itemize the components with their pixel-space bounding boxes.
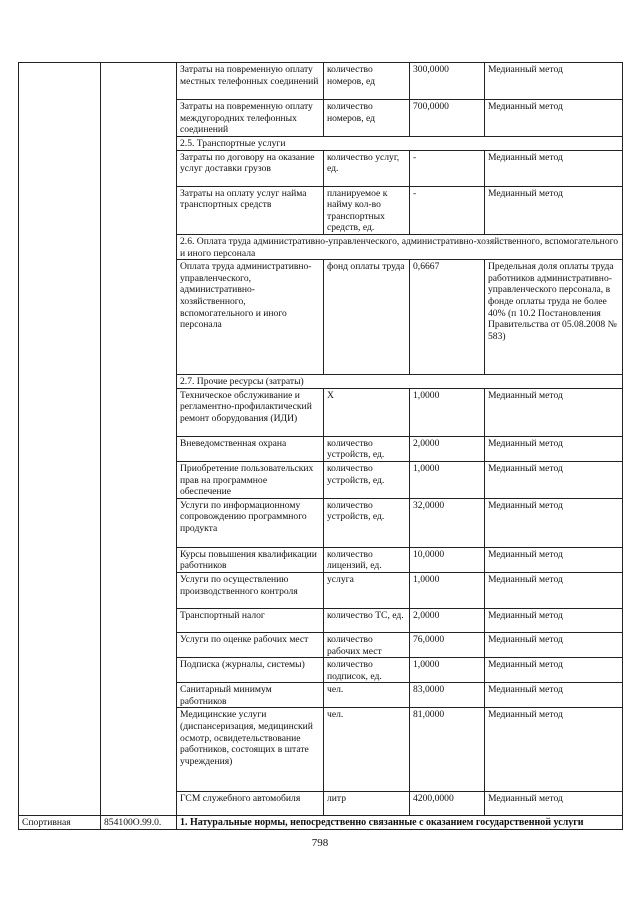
item-name: Затраты на повременную оплату местных телефонных соединений bbox=[177, 63, 324, 100]
item-method: Медианный метод bbox=[485, 632, 623, 657]
item-unit: Х bbox=[324, 388, 410, 436]
item-value: 10,0000 bbox=[410, 547, 485, 572]
item-unit: количество рабочих мест bbox=[324, 632, 410, 657]
item-name: Санитарный минимум работников bbox=[177, 683, 324, 708]
item-method: Медианный метод bbox=[485, 186, 623, 234]
item-value: 300,0000 bbox=[410, 63, 485, 100]
item-unit: количество устройств, ед. bbox=[324, 436, 410, 461]
norms-table bbox=[18, 62, 623, 830]
item-unit: литр bbox=[324, 792, 410, 816]
item-value: 1,0000 bbox=[410, 658, 485, 683]
item-unit: чел. bbox=[324, 683, 410, 708]
item-method: Медианный метод bbox=[485, 547, 623, 572]
item-value: 32,0000 bbox=[410, 498, 485, 547]
item-value: 0,6667 bbox=[410, 260, 485, 375]
item-method: Медианный метод bbox=[485, 658, 623, 683]
item-method: Медианный метод bbox=[485, 388, 623, 436]
item-method: Медианный метод bbox=[485, 498, 623, 547]
item-name: Затраты на оплату услуг найма транспортных средств bbox=[177, 186, 324, 234]
section-heading: 2.5. Транспортные услуги bbox=[177, 137, 623, 151]
item-method: Медианный метод bbox=[485, 683, 623, 708]
natural-norms-heading: 1. Натуральные нормы, непосредственно связанные с оказанием государственной услуги bbox=[177, 816, 623, 830]
item-value: 1,0000 bbox=[410, 388, 485, 436]
service-row bbox=[19, 816, 623, 830]
item-name: Затраты по договору на оказание услуг доставки грузов bbox=[177, 150, 324, 186]
item-method: Медианный метод bbox=[485, 63, 623, 100]
item-method: Медианный метод bbox=[485, 100, 623, 137]
item-value: 1,0000 bbox=[410, 572, 485, 608]
item-value: 83,0000 bbox=[410, 683, 485, 708]
item-unit: количество устройств, ед. bbox=[324, 461, 410, 498]
section-heading: 2.7. Прочие ресурсы (затраты) bbox=[177, 375, 623, 389]
item-method: Медианный метод bbox=[485, 608, 623, 632]
item-method: Медианный метод bbox=[485, 572, 623, 608]
item-name: Курсы повышения квалификации работников bbox=[177, 547, 324, 572]
page-number: 798 bbox=[311, 837, 329, 849]
item-value: 1,0000 bbox=[410, 461, 485, 498]
item-name: Оплата труда административно-управленческого, административно-хозяйственного, вспомогательного и иного персонала bbox=[177, 260, 324, 375]
item-value: 81,0000 bbox=[410, 708, 485, 792]
item-name: Подписка (журналы, системы) bbox=[177, 658, 324, 683]
item-method: Медианный метод bbox=[485, 792, 623, 816]
blank-cell-1 bbox=[19, 63, 101, 816]
item-name: Услуги по оценке рабочих мест bbox=[177, 632, 324, 657]
item-unit: услуга bbox=[324, 572, 410, 608]
blank-cell-2 bbox=[101, 63, 177, 816]
item-name: Вневедомственная охрана bbox=[177, 436, 324, 461]
table-row bbox=[19, 63, 623, 100]
item-value: - bbox=[410, 150, 485, 186]
item-name: Услуги по осуществлению производственного контроля bbox=[177, 572, 324, 608]
item-method: Медианный метод bbox=[485, 150, 623, 186]
item-method: Предельная доля оплаты труда работников административно-управленческого персонала, в фонде оплаты труда не более 40% (п 10.2 Постановления Правительства от 05.08.2008 № 583) bbox=[485, 260, 623, 375]
item-unit: количество устройств, ед. bbox=[324, 498, 410, 547]
item-name: Приобретение пользовательских прав на программное обеспечение bbox=[177, 461, 324, 498]
item-method: Медианный метод bbox=[485, 436, 623, 461]
item-value: 2,0000 bbox=[410, 436, 485, 461]
item-value: 76,0000 bbox=[410, 632, 485, 657]
item-value: - bbox=[410, 186, 485, 234]
item-name: Транспортный налог bbox=[177, 608, 324, 632]
item-name: Техническое обслуживание и регламентно-профилактический ремонт оборудования (ИДИ) bbox=[177, 388, 324, 436]
item-unit: планируемое к найму кол-во транспортных средств, ед. bbox=[324, 186, 410, 234]
item-value: 4200,0000 bbox=[410, 792, 485, 816]
item-name: Медицинские услуги (диспансеризация, медицинский осмотр, освидетельствование работников, состоящих в штате учреждения) bbox=[177, 708, 324, 792]
item-unit: фонд оплаты труда bbox=[324, 260, 410, 375]
item-method: Медианный метод bbox=[485, 708, 623, 792]
item-unit: количество лицензий, ед. bbox=[324, 547, 410, 572]
section-heading: 2.6. Оплата труда административно-управленческого, административно-хозяйственного, вспомогательного и иного персонала bbox=[177, 234, 623, 259]
item-unit: количество подписок, ед. bbox=[324, 658, 410, 683]
item-value: 700,0000 bbox=[410, 100, 485, 137]
item-unit: количество услуг, ед. bbox=[324, 150, 410, 186]
item-method: Медианный метод bbox=[485, 461, 623, 498]
item-name: Услуги по информационному сопровождению программного продукта bbox=[177, 498, 324, 547]
item-value: 2,0000 bbox=[410, 608, 485, 632]
item-unit: количество ТС, ед. bbox=[324, 608, 410, 632]
item-name: ГСМ служебного автомобиля bbox=[177, 792, 324, 816]
item-name: Затраты на повременную оплату междугородних телефонных соединений bbox=[177, 100, 324, 137]
service-code-cell: 854100О.99.0. bbox=[101, 816, 177, 830]
item-unit: чел. bbox=[324, 708, 410, 792]
item-unit: количество номеров, ед bbox=[324, 100, 410, 137]
item-unit: количество номеров, ед bbox=[324, 63, 410, 100]
service-name-cell: Спортивная bbox=[19, 816, 101, 830]
